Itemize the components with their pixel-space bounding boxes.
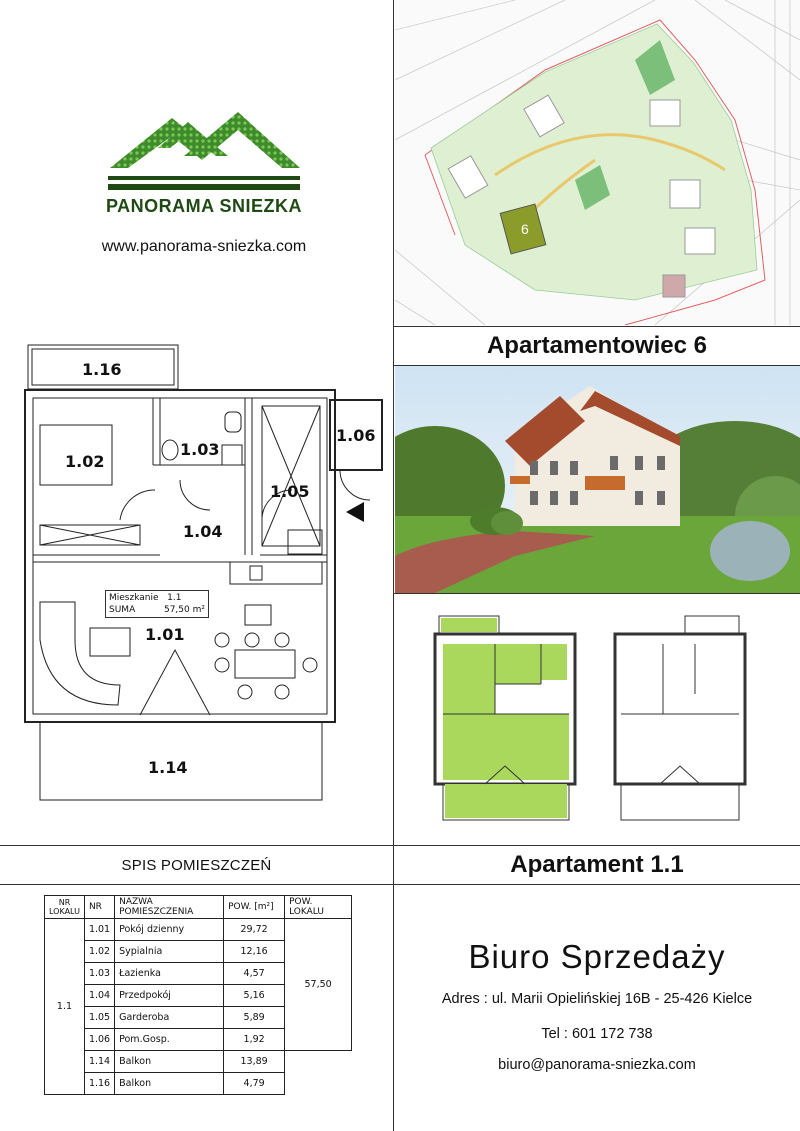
room-nr: 1.16	[84, 1073, 114, 1095]
room-area: 5,16	[224, 985, 285, 1007]
room-nr: 1.01	[84, 919, 114, 941]
room-area: 4,57	[224, 963, 285, 985]
room-name: Sypialnia	[115, 941, 224, 963]
room-area: 5,89	[224, 1007, 285, 1029]
summary-label: Mieszkanie	[109, 593, 159, 603]
room-area: 1,92	[224, 1029, 285, 1051]
table-spacer	[285, 1073, 352, 1095]
room-area: 12,16	[224, 941, 285, 963]
room-name: Balkon	[115, 1073, 224, 1095]
room-nr: 1.02	[84, 941, 114, 963]
sales-title: Biuro Sprzedaży	[468, 938, 726, 975]
room-nr: 1.05	[84, 1007, 114, 1029]
floor-key-plan	[395, 594, 800, 844]
brand-name: PANORAMA SNIEZKA	[106, 196, 302, 216]
room-name: Pokój dzienny	[115, 919, 224, 941]
room-name: Pom.Gosp.	[115, 1029, 224, 1051]
summary-total-value: 57,50 m²	[163, 605, 205, 615]
apartment-summary	[105, 590, 209, 618]
apartment-title: Apartament 1.1	[510, 851, 684, 878]
room-label: 1.04	[183, 522, 223, 541]
building-render	[395, 366, 800, 593]
room-label: 1.02	[65, 452, 105, 471]
room-nr: 1.06	[84, 1029, 114, 1051]
header-name: NAZWA POMIESZCZENIA	[115, 896, 224, 919]
room-area: 4,79	[224, 1073, 285, 1095]
table-row	[45, 1073, 352, 1095]
summary-value: 1.1	[167, 593, 182, 603]
room-label: 1.05	[270, 482, 310, 501]
room-area: 13,89	[224, 1051, 285, 1073]
table-row	[45, 919, 352, 941]
room-nr: 1.04	[84, 985, 114, 1007]
site-map	[395, 0, 800, 325]
sales-address: Adres : ul. Marii Opielińskiej 16B - 25-426 Kielce	[441, 991, 753, 1007]
header-unit-no: NR LOKALU	[45, 896, 85, 919]
floor-plan	[0, 340, 393, 845]
room-list-title: SPIS POMIESZCZEŃ	[121, 856, 272, 874]
room-label: 1.03	[180, 440, 220, 459]
room-name: Przedpokój	[115, 985, 224, 1007]
table-row	[45, 1051, 352, 1073]
table-spacer	[285, 1051, 352, 1073]
unit-number: 1.1	[45, 919, 85, 1095]
room-label: 1.01	[145, 625, 185, 644]
header-nr: NR	[84, 896, 114, 919]
unit-area: 57,50	[285, 919, 352, 1051]
room-name: Balkon	[115, 1051, 224, 1073]
entrance-arrow-icon	[346, 502, 364, 522]
logo-block	[98, 66, 310, 262]
room-label: 1.14	[148, 758, 188, 777]
room-name: Garderoba	[115, 1007, 224, 1029]
site-map-drawing	[395, 0, 800, 325]
room-nr: 1.14	[84, 1051, 114, 1073]
divider	[0, 884, 800, 885]
room-name: Łazienka	[115, 963, 224, 985]
sales-phone[interactable]: Tel : 601 172 738	[541, 1026, 653, 1042]
sales-email[interactable]: biuro@panorama-sniezka.com	[498, 1057, 696, 1073]
mountain-logo-icon	[98, 66, 310, 216]
header-area: POW. [m²]	[224, 896, 285, 919]
header-unit-area: POW. LOKALU	[285, 896, 352, 919]
room-label: 1.06	[336, 426, 376, 445]
building-render-image	[395, 366, 800, 593]
room-area: 29,72	[224, 919, 285, 941]
building-number: 6	[521, 221, 529, 237]
summary-total-label: SUMA	[109, 605, 136, 615]
room-label: 1.16	[82, 360, 122, 379]
floor-key-plan-drawing	[395, 594, 800, 844]
room-table	[44, 895, 352, 1095]
website-link[interactable]: www.panorama-sniezka.com	[101, 238, 307, 255]
room-nr: 1.03	[84, 963, 114, 985]
building-title: Apartamentowiec 6	[486, 332, 708, 359]
